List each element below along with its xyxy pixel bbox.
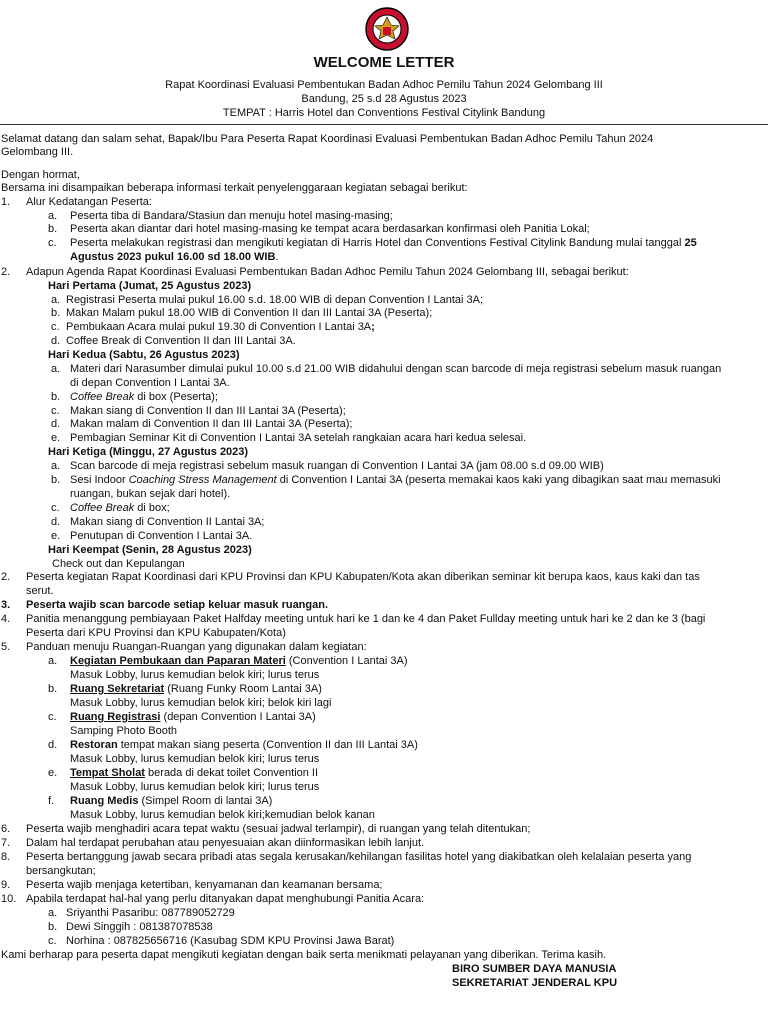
punctuality-text: Peserta wajib menghadiri acara tepat waktu (sesuai jadwal terlampir), di ruangan yang telah ditentukan; xyxy=(26,823,531,835)
list-marker: b. xyxy=(48,683,58,695)
day-2-item-b: Coffee Break di box (Peserta); xyxy=(70,391,218,403)
room-c: Ruang Registrasi (depan Convention I Lantai 3A) xyxy=(70,711,316,723)
list-marker: b. xyxy=(48,921,58,933)
list-marker: a. xyxy=(48,210,58,222)
room-f: Ruang Medis (Simpel Room di lantai 3A) xyxy=(70,795,273,807)
contact-title: Apabila terdapat hal-hal yang perlu ditanyakan dapat menghubungi Panitia Acara: xyxy=(26,893,425,905)
barcode-notice: Peserta wajib scan barcode setiap keluar masuk ruangan. xyxy=(26,599,329,611)
arrival-item-c-cont: Agustus 2023 pukul 16.00 sd 18.00 WIB. xyxy=(70,251,279,263)
list-number: 9. xyxy=(1,879,11,891)
list-marker: d. xyxy=(51,335,61,347)
day-3-item-d: Makan siang di Convention II Lantai 3A; xyxy=(70,516,265,528)
signature-line-1: BIRO SUMBER DAYA MANUSIA xyxy=(452,963,617,975)
day-3-item-b: Sesi Indoor Coaching Stress Management di Convention I Lantai 3A (peserta memakai kaos kaki yang dibagikan saat mau memasuki xyxy=(70,474,721,486)
arrival-item-c: Peserta melakukan registrasi dan mengikuti kegiatan di Harris Hotel dan Conventions Festival Citylink Bandung mulai tanggal 25 xyxy=(70,237,697,249)
list-marker: b. xyxy=(51,474,61,486)
salutation: Dengan hormat, xyxy=(1,169,80,181)
list-number: 1. xyxy=(1,196,11,208)
header-divider xyxy=(0,124,768,125)
list-marker: b. xyxy=(51,391,61,403)
room-e: Tempat Sholat berada di dekat toilet Convention II xyxy=(70,767,319,779)
day-3-item-b-cont: ruangan, bukan sejak dari hotel). xyxy=(70,488,231,500)
responsibility-text: Peserta bertanggung jawab secara pribadi atas segala kerusakan/kehilangan fasilitas hotel yang diakibatkan oleh kelalaian peserta yang xyxy=(26,851,692,863)
day-1-item-c: Pembukaan Acara mulai pukul 19.30 di Convention I Lantai 3A; xyxy=(66,321,375,333)
list-marker: c. xyxy=(51,321,60,333)
day-1-item-d: Coffee Break di Convention II dan III Lantai 3A. xyxy=(66,335,296,347)
list-marker: d. xyxy=(51,516,61,528)
day-3-item-a: Scan barcode di meja registrasi sebelum masuk ruangan di Convention I Lantai 3A (jam 08.00 s.d 09.00 WIB) xyxy=(70,460,604,472)
day-2-item-a: Materi dari Narasumber dimulai pukul 10.00 s.d 21.00 WIB didahului dengan scan barcode di meja registrasi sebelum masuk ruangan xyxy=(70,363,722,375)
order-text: Peserta wajib menjaga ketertiban, kenyamanan dan keamanan bersama; xyxy=(26,879,383,891)
list-number: 10. xyxy=(1,893,17,905)
day-3-heading: Hari Ketiga (Minggu, 27 Agustus 2023) xyxy=(48,446,249,458)
signature-line-2: SEKRETARIAT JENDERAL KPU xyxy=(452,977,618,989)
day-4-item: Check out dan Kepulangan xyxy=(52,558,185,570)
greeting-line-1: Selamat datang dan salam sehat, Bapak/Ibu Para Peserta Rapat Koordinasi Evaluasi Pembentukan Badan Adhoc Pemilu Tahun 2024 xyxy=(1,133,654,145)
room-b: Ruang Sekretariat (Ruang Funky Room Lantai 3A) xyxy=(70,683,322,695)
room-e-directions: Masuk Lobby, lurus kemudian belok kiri; lurus terus xyxy=(70,781,320,793)
contact-c: Norhina : 087825656716 (Kasubag SDM KPU Provinsi Jawa Barat) xyxy=(66,935,395,947)
subtitle-venue: TEMPAT : Harris Hotel dan Conventions Festival Citylink Bandung xyxy=(222,107,546,119)
day-2-item-a-cont: di depan Convention I Lantai 3A. xyxy=(70,377,230,389)
list-marker: e. xyxy=(51,530,61,542)
greeting-line-2: Gelombang III. xyxy=(1,146,74,158)
room-d-directions: Masuk Lobby, lurus kemudian belok kiri; lurus terus xyxy=(70,753,320,765)
list-marker: f. xyxy=(48,795,55,807)
list-marker: a. xyxy=(48,907,58,919)
day-1-item-a: Registrasi Peserta mulai pukul 16.00 s.d. 18.00 WIB di depan Convention I Lantai 3A; xyxy=(66,294,484,306)
list-marker: e. xyxy=(51,432,61,444)
list-marker: c. xyxy=(51,405,60,417)
list-number: 7. xyxy=(1,837,11,849)
list-marker: e. xyxy=(48,767,58,779)
list-number: 3. xyxy=(1,599,11,611)
room-c-directions: Samping Photo Booth xyxy=(70,725,178,737)
room-d: Restoran tempat makan siang peserta (Convention II dan III Lantai 3A) xyxy=(70,739,418,751)
list-marker: c. xyxy=(51,502,60,514)
list-marker: d. xyxy=(48,739,58,751)
day-3-item-e: Penutupan di Convention I Lantai 3A. xyxy=(70,530,253,542)
responsibility-text-cont: bersangkutan; xyxy=(26,865,96,877)
day-2-item-e: Pembagian Seminar Kit di Convention I Lantai 3A setelah rangkaian acara hari kedua selesai. xyxy=(70,432,527,444)
list-number: 2. xyxy=(1,571,11,583)
room-f-directions: Masuk Lobby, lurus kemudian belok kiri;kemudian belok kanan xyxy=(70,809,375,821)
list-number: 5. xyxy=(1,641,11,653)
room-a-directions: Masuk Lobby, lurus kemudian belok kiri; lurus terus xyxy=(70,669,320,681)
day-1-heading: Hari Pertama (Jumat, 25 Agustus 2023) xyxy=(48,280,252,292)
list-marker: d. xyxy=(51,418,61,430)
seminar-kit-text-cont: serut. xyxy=(26,585,54,597)
arrival-item-a: Peserta tiba di Bandara/Stasiun dan menuju hotel masing-masing; xyxy=(70,210,393,222)
closing-text: Kami berharap para peserta dapat mengikuti kegiatan dengan baik serta menikmati pelayanan yang diberikan. Terima kasih. xyxy=(1,949,607,961)
day-4-heading: Hari Keempat (Senin, 28 Agustus 2023) xyxy=(48,544,252,556)
list-marker: a. xyxy=(51,363,61,375)
document-title: WELCOME LETTER xyxy=(313,54,455,71)
list-marker: c. xyxy=(48,935,57,947)
room-b-directions: Masuk Lobby, lurus kemudian belok kiri; belok kiri lagi xyxy=(70,697,332,709)
day-1-item-b: Makan Malam pukul 18.00 WIB di Convention II dan III Lantai 3A (Peserta); xyxy=(66,307,433,319)
day-2-heading: Hari Kedua (Sabtu, 26 Agustus 2023) xyxy=(48,349,240,361)
contact-b: Dewi Singgih : 081387078538 xyxy=(66,921,213,933)
room-a: Kegiatan Pembukaan dan Paparan Materi (Convention I Lantai 3A) xyxy=(70,655,408,667)
list-marker: a. xyxy=(51,294,61,306)
section-arrival-title: Alur Kedatangan Peserta: xyxy=(26,196,152,208)
room-guide-title: Panduan menuju Ruangan-Ruangan yang digunakan dalam kegiatan: xyxy=(26,641,367,653)
list-number: 8. xyxy=(1,851,11,863)
day-3-item-c: Coffee Break di box; xyxy=(70,502,170,514)
meeting-package-text-cont: Peserta dari KPU Provinsi dan KPU Kabupaten/Kota) xyxy=(26,627,286,639)
day-2-item-d: Makan malam di Convention II dan III Lantai 3A (Peserta); xyxy=(70,418,353,430)
list-marker: b. xyxy=(48,223,58,235)
list-marker: c. xyxy=(48,237,57,249)
list-marker: c. xyxy=(48,711,57,723)
arrival-item-b: Peserta akan diantar dari hotel masing-masing ke tempat acara berdasarkan konfirmasi oleh Panitia Lokal; xyxy=(70,223,590,235)
section-agenda-title: Adapun Agenda Rapat Koordinasi Evaluasi Pembentukan Badan Adhoc Pemilu Tahun 2024 Gelombang III, sebagai berikut: xyxy=(26,266,629,278)
subtitle-event: Rapat Koordinasi Evaluasi Pembentukan Badan Adhoc Pemilu Tahun 2024 Gelombang III xyxy=(165,79,603,91)
subtitle-date: Bandung, 25 s.d 28 Agustus 2023 xyxy=(301,93,467,105)
list-number: 4. xyxy=(1,613,11,625)
kpu-logo-icon xyxy=(364,6,410,52)
list-marker: a. xyxy=(51,460,61,472)
list-number: 2. xyxy=(1,266,11,278)
seminar-kit-text: Peserta kegiatan Rapat Koordinasi dari KPU Provinsi dan KPU Kabupaten/Kota akan diberikan seminar kit berupa kaos, kaus kaki dan tas xyxy=(26,571,700,583)
changes-text: Dalam hal terdapat perubahan atau penyesuaian akan diinformasikan lebih lanjut. xyxy=(26,837,425,849)
list-number: 6. xyxy=(1,823,11,835)
list-marker: b. xyxy=(51,307,61,319)
intro-text: Bersama ini disampaikan beberapa informasi terkait penyelenggaraan kegiatan sebagai berikut: xyxy=(1,182,468,194)
meeting-package-text: Panitia menanggung pembiayaan Paket Halfday meeting untuk hari ke 1 dan ke 4 dan Paket Fullday meeting untuk hari ke 2 dan ke 3 (bagi xyxy=(26,613,706,625)
day-2-item-c: Makan siang di Convention II dan III Lantai 3A (Peserta); xyxy=(70,405,346,417)
contact-a: Sriyanthi Pasaribu: 087789052729 xyxy=(66,907,235,919)
list-marker: a. xyxy=(48,655,58,667)
